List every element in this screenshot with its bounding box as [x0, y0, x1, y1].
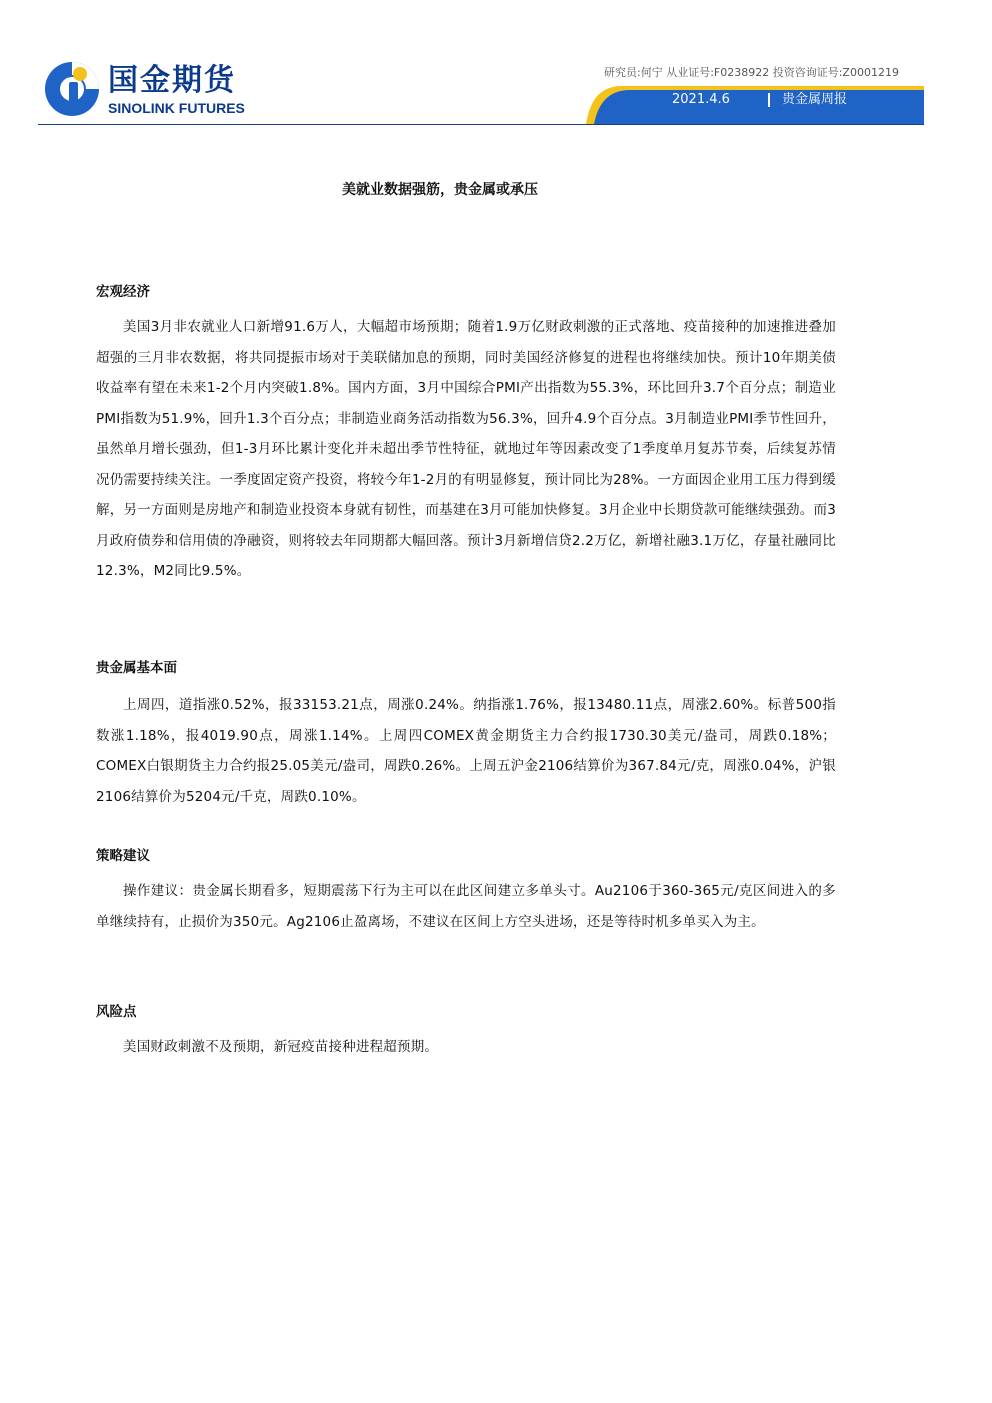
- analyst-credentials: 研究员:何宁 从业证号:F0238922 投资咨询证号:Z0001219: [604, 66, 899, 79]
- brand-name-en: SINOLINK FUTURES: [108, 100, 245, 116]
- section-heading-macro: 宏观经济: [96, 284, 150, 300]
- report-title: 美就业数据强筋，贵金属或承压: [342, 182, 538, 198]
- header-rule: [38, 124, 924, 125]
- section-risk: [96, 1002, 836, 1063]
- section-macro: [96, 282, 836, 587]
- section-strategy: [96, 846, 836, 937]
- header-band: [586, 84, 924, 124]
- section-heading-risk: 风险点: [96, 1004, 137, 1020]
- sinolink-logo-icon: [42, 58, 102, 118]
- section-heading-fundamentals: 贵金属基本面: [96, 660, 177, 676]
- report-date: 2021.4.6: [672, 92, 730, 107]
- section-heading-strategy: 策略建议: [96, 848, 150, 864]
- section-body-risk: 美国财政刺激不及预期，新冠疫苗接种进程超预期。: [123, 1039, 439, 1055]
- section-fundamentals: [96, 658, 836, 812]
- band-separator: [768, 93, 770, 107]
- section-body-strategy: 操作建议：贵金属长期看多，短期震荡下行为主可以在此区间建立多单头寸。Au2106于360-365元/克区间进入的多单继续持有，止损价为350元。Ag2106止盈离场，不建议在区间上方空头进场，还是等待时机多单买入为主。: [96, 883, 836, 930]
- section-body-fundamentals: 上周四，道指涨0.52%，报33153.21点，周涨0.24%。纳指涨1.76%，报13480.11点，周涨2.60%。标普500指数涨1.18%，报4019.90点，周涨1.14%。上周四COMEX黄金期货主力合约报1730.30美元/盎司，周跌0.18%；COMEX白银期货主力合约报25.05美元/盎司，周跌0.26%。上周五沪金2106结算价为367.84元/克，周涨0.04%，沪银2106结算价为5204元/千克，周跌0.10%。: [96, 697, 836, 805]
- brand-name-cn: 国金期货: [108, 63, 236, 98]
- report-category: 贵金属周报: [782, 92, 848, 107]
- report-header: [0, 0, 992, 130]
- section-body-macro: 美国3月非农就业人口新增91.6万人，大幅超市场预期；随着1.9万亿财政刺激的正式落地、疫苗接种的加速推进叠加超强的三月非农数据，将共同提振市场对于美联储加息的预期，同时美国经济修复的进程也将继续加快。预计10年期美债收益率有望在未来1-2个月内突破1.8%。国内方面，3月中国综合PMI产出指数为55.3%，环比回升3.7个百分点；制造业PMI指数为51.9%，回升1.3个百分点；非制造业商务活动指数为56.3%，回升4.9个百分点。3月制造业PMI季节性回升，虽然单月增长强劲，但1-3月环比累计变化并未超出季节性特征，就地过年等因素改变了1季度单月复苏节奏，后续复苏情况仍需要持续关注。一季度固定资产投资，将较今年1-2月的有明显修复，预计同比为28%。一方面因企业用工压力得到缓解，另一方面则是房地产和制造业投资本身就有韧性，而基建在3月可能加快修复。3月企业中长期贷款可能继续强劲。而3月政府债券和信用债的净融资，则将较去年同期都大幅回落。预计3月新增信贷2.2万亿，新增社融3.1万亿，存量社融同比12.3%，M2同比9.5%。: [96, 319, 836, 579]
